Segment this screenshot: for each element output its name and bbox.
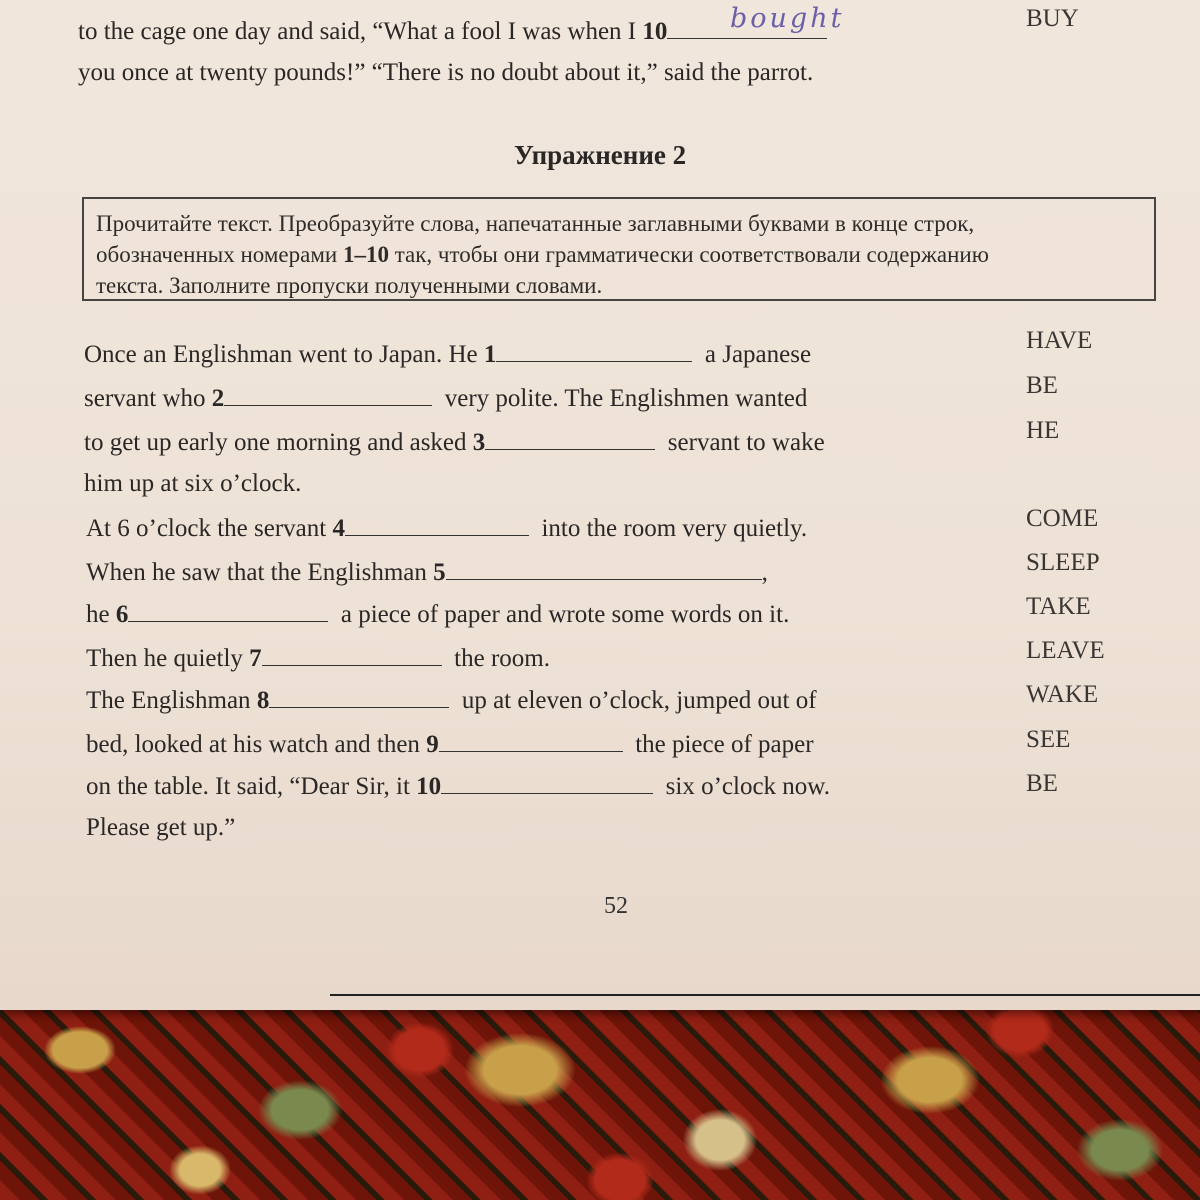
page-number: 52: [604, 893, 628, 919]
text-line-8: Then he quietly 7 the room.: [86, 645, 550, 672]
answer-blank[interactable]: [446, 557, 762, 580]
next-page-edge: [330, 994, 1200, 996]
answer-blank[interactable]: [485, 427, 655, 450]
keyword-5: SLEEP: [1026, 549, 1100, 576]
blank-number: 4: [332, 515, 345, 542]
keyword-6: TAKE: [1026, 593, 1091, 620]
answer-blank[interactable]: [262, 643, 442, 666]
text-line-4: him up at six o’clock.: [84, 470, 302, 497]
instruction-line-2: обозначенных номерами 1–10 так, чтобы они грамматически соответствовали содержанию: [96, 242, 989, 267]
instruction-line-3: текста. Заполните пропуски полученными словами.: [96, 273, 603, 298]
prev-exercise-line-2: you once at twenty pounds!” “There is no doubt about it,” said the parrot.: [78, 59, 814, 86]
text-line-6: When he saw that the Englishman 5 ,: [86, 559, 768, 586]
prev-keyword: BUY: [1026, 5, 1079, 32]
text-line-9: The Englishman 8 up at eleven o’clock, jumped out of: [86, 687, 817, 714]
instruction-bold-range: 1–10: [342, 242, 389, 267]
answer-blank[interactable]: [441, 771, 653, 794]
keyword-2: BE: [1026, 372, 1058, 399]
keyword-3: HE: [1026, 417, 1060, 444]
keyword-9: SEE: [1026, 726, 1071, 753]
answer-blank[interactable]: [224, 383, 432, 406]
answer-blank[interactable]: [345, 513, 529, 536]
blank-number: 10: [416, 773, 442, 800]
blank-number: 9: [426, 731, 439, 758]
handwritten-answer: bought: [730, 3, 845, 34]
answer-blank[interactable]: [128, 599, 328, 622]
answer-blank[interactable]: [269, 685, 449, 708]
instruction-box: [82, 197, 1156, 301]
answer-blank[interactable]: [496, 339, 692, 362]
blank-number: 2: [211, 385, 225, 412]
blank-number: 5: [433, 559, 446, 586]
text-line-7: he 6 a piece of paper and wrote some words on it.: [86, 601, 790, 628]
blank-number: 1: [483, 341, 497, 368]
text-line-2: servant who 2 very polite. The Englishmen wanted: [84, 385, 808, 412]
carpet-background: [0, 990, 1200, 1200]
text-line-10: bed, looked at his watch and then 9 the piece of paper: [86, 731, 814, 758]
keyword-4: COME: [1026, 505, 1099, 532]
blank-number: 8: [256, 687, 270, 714]
instruction-line-1: Прочитайте текст. Преобразуйте слова, напечатанные заглавными буквами в конце строк,: [96, 211, 975, 236]
prev-line-1-text: to the cage one day and said, “What a fool I was when I: [78, 18, 643, 45]
keyword-7: LEAVE: [1026, 637, 1105, 664]
text-line-3: to get up early one morning and asked 3 servant to wake: [84, 429, 825, 456]
text-line-12: Please get up.”: [86, 814, 236, 841]
blank-number: 10: [642, 18, 668, 45]
answer-blank[interactable]: [439, 729, 623, 752]
blank-number: 6: [115, 601, 129, 628]
text-line-1: Once an Englishman went to Japan. He 1 a Japanese: [84, 341, 812, 368]
exercise-title: Упражнение 2: [514, 140, 687, 170]
keyword-1: HAVE: [1026, 327, 1093, 354]
keyword-8: WAKE: [1026, 681, 1099, 708]
text-line-11: on the table. It said, “Dear Sir, it 10 six o’clock now.: [86, 773, 830, 800]
blank-number: 3: [472, 429, 486, 456]
prev-exercise-line-1: [78, 16, 827, 44]
blank-number: 7: [249, 645, 262, 672]
keyword-10: BE: [1026, 770, 1058, 797]
text-line-5: At 6 o’clock the servant 4 into the room very quietly.: [86, 515, 808, 542]
